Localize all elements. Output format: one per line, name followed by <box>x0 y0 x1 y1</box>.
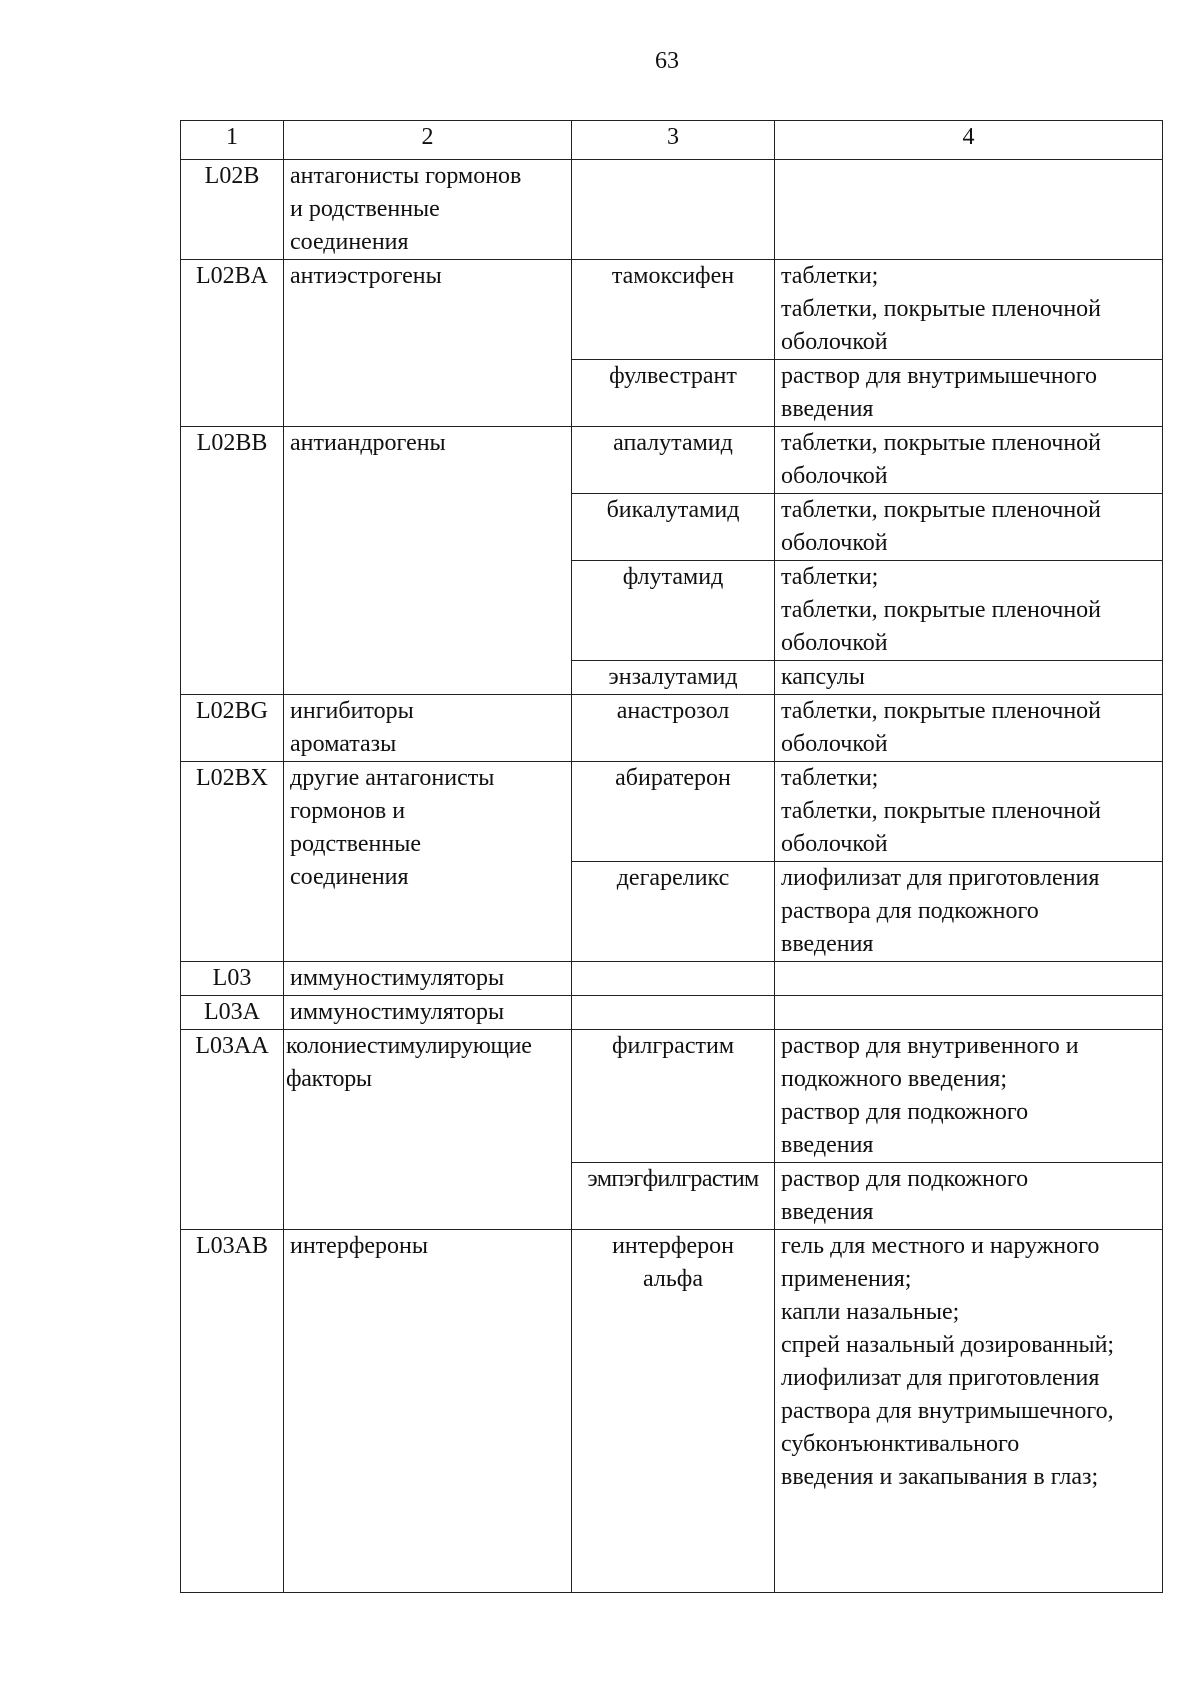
cell-text-line: энзалутамид <box>608 664 738 690</box>
atc-code-cell: L03 <box>181 962 284 996</box>
cell-text-line: флутамид <box>622 564 724 590</box>
cell-text-line: таблетки; <box>781 263 879 289</box>
cell-text-line: введения <box>781 931 874 957</box>
cell-text-line: анастрозол <box>616 698 730 724</box>
drug-name-cell <box>572 427 775 494</box>
table-row <box>181 160 1163 260</box>
drug-name-cell <box>572 1230 775 1593</box>
drug-name-cell <box>572 695 775 762</box>
group-name-cell <box>284 160 572 260</box>
cell-text-line: оболочкой <box>781 329 888 355</box>
cell-text-line: подкожного введения; <box>781 1066 1007 1092</box>
cell-text-line: таблетки; <box>781 765 879 791</box>
cell-text-line: введения <box>781 1132 874 1158</box>
dosage-form-cell <box>775 695 1163 762</box>
cell-text-line: раствор для подкожного <box>781 1099 1029 1125</box>
dosage-form-cell <box>775 160 1163 260</box>
group-name-cell <box>284 427 572 695</box>
dosage-form-cell <box>775 661 1163 695</box>
cell-text-line: и родственные <box>290 196 440 222</box>
atc-code-cell: L02BG <box>181 695 284 762</box>
cell-text-line: гель для местного и наружного <box>781 1233 1100 1259</box>
dosage-form-cell <box>775 996 1163 1030</box>
atc-code-cell: L02BX <box>181 762 284 962</box>
drug-name-cell <box>572 160 775 260</box>
cell-text-line: тамоксифен <box>611 263 735 289</box>
cell-text-line: субконъюнктивального <box>781 1431 1020 1457</box>
cell-text-line: эмпэгфилграстим <box>587 1166 759 1192</box>
drug-name-cell <box>572 762 775 862</box>
drug-name-cell <box>572 494 775 561</box>
column-header: 1 <box>181 121 284 160</box>
table-row <box>181 427 1163 494</box>
group-name-cell <box>284 1230 572 1593</box>
dosage-form-cell <box>775 862 1163 962</box>
drug-name-cell <box>572 1163 775 1230</box>
cell-text-line: альфа <box>643 1266 703 1292</box>
cell-text-line: введения <box>781 396 874 422</box>
cell-text-line: оболочкой <box>781 831 888 857</box>
drug-table <box>180 120 1163 1593</box>
cell-text-line: капли назальные; <box>781 1299 960 1325</box>
cell-text-line: факторы <box>286 1066 372 1092</box>
cell-text-line: гормонов и <box>290 798 406 824</box>
table-row <box>181 260 1163 360</box>
cell-text-line: спрей назальный дозированный; <box>781 1332 1115 1358</box>
table-row <box>181 762 1163 862</box>
group-name-cell <box>284 962 572 996</box>
cell-text-line: ароматазы <box>290 731 397 757</box>
atc-code-cell: L02BB <box>181 427 284 695</box>
group-name-cell <box>284 695 572 762</box>
cell-text-line: раствор для подкожного <box>781 1166 1029 1192</box>
table-row <box>181 695 1163 762</box>
cell-text-line: соединения <box>290 864 409 890</box>
drug-name-cell <box>572 962 775 996</box>
cell-text-line: апалутамид <box>613 430 733 456</box>
dosage-form-cell <box>775 762 1163 862</box>
cell-text-line: раствора для подкожного <box>781 898 1039 924</box>
cell-text-line: лиофилизат для приготовления <box>781 1365 1100 1391</box>
dosage-form-cell <box>775 1163 1163 1230</box>
group-name-cell <box>284 762 572 962</box>
cell-text-line: другие антагонисты <box>290 765 495 791</box>
dosage-form-cell <box>775 260 1163 360</box>
cell-text-line: оболочкой <box>781 530 888 556</box>
cell-text-line: раствор для внутривенного и <box>781 1033 1079 1059</box>
atc-code-cell: L03A <box>181 996 284 1030</box>
cell-text-line: абиратерон <box>615 765 731 791</box>
group-name-cell <box>284 996 572 1030</box>
cell-text-line: таблетки, покрытые пленочной <box>781 798 1102 824</box>
dosage-form-cell <box>775 427 1163 494</box>
cell-text-line: таблетки; <box>781 564 879 590</box>
cell-text-line: антагонисты гормонов <box>290 163 522 189</box>
drug-name-cell <box>572 561 775 661</box>
cell-text-line: оболочкой <box>781 630 888 656</box>
cell-text-line: оболочкой <box>781 463 888 489</box>
drug-name-cell <box>572 996 775 1030</box>
cell-text-line: таблетки, покрытые пленочной <box>781 430 1102 456</box>
table-body <box>181 121 1163 1593</box>
table-row <box>181 996 1163 1030</box>
cell-text-line: применения; <box>781 1266 912 1292</box>
cell-text-line: введения <box>781 1199 874 1225</box>
cell-text-line: раствора для внутримышечного, <box>781 1398 1114 1424</box>
cell-text-line: лиофилизат для приготовления <box>781 865 1100 891</box>
cell-text-line: соединения <box>290 229 409 255</box>
group-name-cell <box>284 1030 572 1230</box>
page-number: 63 <box>655 48 679 74</box>
cell-text-line: иммуностимуляторы <box>290 999 505 1025</box>
dosage-form-cell <box>775 561 1163 661</box>
table-row <box>181 1030 1163 1163</box>
cell-text-line: оболочкой <box>781 731 888 757</box>
cell-text-line: филграстим <box>611 1033 735 1059</box>
table-row <box>181 962 1163 996</box>
dosage-form-cell <box>775 494 1163 561</box>
header-row <box>181 121 1163 160</box>
atc-code-cell: L03AA <box>181 1030 284 1230</box>
cell-text-line: антиэстрогены <box>290 263 442 289</box>
drug-name-cell <box>572 260 775 360</box>
drug-name-cell <box>572 1030 775 1163</box>
drug-name-cell <box>572 862 775 962</box>
dosage-form-cell <box>775 962 1163 996</box>
atc-code-cell: L03AB <box>181 1230 284 1593</box>
cell-text-line: таблетки, покрытые пленочной <box>781 698 1102 724</box>
cell-text-line: родственные <box>290 831 421 857</box>
table-row <box>181 1230 1163 1593</box>
group-name-cell <box>284 260 572 427</box>
cell-text-line: дегареликс <box>616 865 730 891</box>
cell-text-line: антиандрогены <box>290 430 446 456</box>
column-header: 2 <box>284 121 572 160</box>
cell-text-line: капсулы <box>781 664 865 690</box>
cell-text-line: интерферон <box>612 1233 734 1259</box>
cell-text-line: иммуностимуляторы <box>290 965 505 991</box>
cell-text-line: введения и закапывания в глаз; <box>781 1464 1099 1490</box>
cell-text-line: раствор для внутримышечного <box>781 363 1097 389</box>
column-header: 3 <box>572 121 775 160</box>
cell-text-line: таблетки, покрытые пленочной <box>781 597 1102 623</box>
drug-name-cell <box>572 360 775 427</box>
cell-text-line: фулвестрант <box>609 363 737 389</box>
dosage-form-cell <box>775 360 1163 427</box>
drug-name-cell <box>572 661 775 695</box>
dosage-form-cell <box>775 1030 1163 1163</box>
cell-text-line: таблетки, покрытые пленочной <box>781 296 1102 322</box>
cell-text-line: ингибиторы <box>290 698 414 724</box>
cell-text-line: колониестимулирующие <box>286 1033 532 1059</box>
atc-code-cell: L02B <box>181 160 284 260</box>
column-header: 4 <box>775 121 1163 160</box>
atc-code-cell: L02BA <box>181 260 284 427</box>
cell-text-line: таблетки, покрытые пленочной <box>781 497 1102 523</box>
cell-text-line: интерфероны <box>290 1233 428 1259</box>
dosage-form-cell <box>775 1230 1163 1593</box>
cell-text-line: бикалутамид <box>606 497 740 523</box>
